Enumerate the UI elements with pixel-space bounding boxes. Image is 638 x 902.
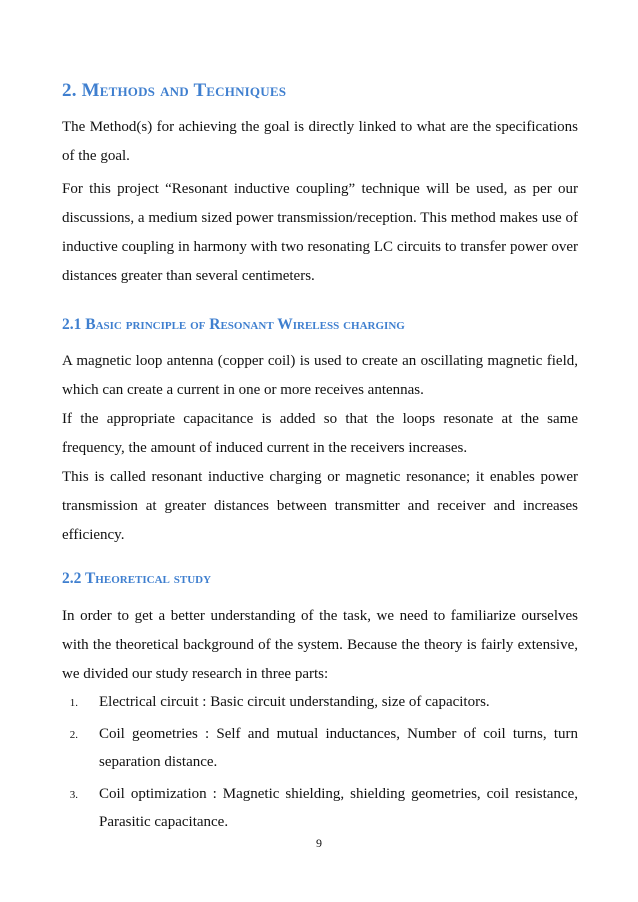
list-item — [62, 780, 578, 836]
subsection1-paragraph-1: A magnetic loop antenna (copper coil) is used to create an oscillating magnetic field, which can create a current in one or more receives antennas. — [62, 353, 578, 398]
list-item-number: 3. — [69, 789, 78, 801]
section-heading: 2. Methods and Techniques — [62, 80, 287, 101]
section-paragraph-2: For this project “Resonant inductive coupling” technique will be used, as per our discussions, a medium sized power transmission/reception. This method makes use of inductive coupling in harmony with two resonating LC circuits to transfer power over distances greater than several centimeters. — [62, 181, 578, 284]
list-item-number: 1. — [69, 697, 78, 709]
list-item-text: Electrical circuit : Basic circuit understanding, size of capacitors. — [99, 694, 490, 710]
subsection2-intro: In order to get a better understanding of the task, we need to familiarize ourselves with the theoretical background of the system. Because the theory is fairly extensive, we divided our study research in three parts: — [62, 608, 578, 682]
subsection1-paragraph-3: This is called resonant inductive charging or magnetic resonance; it enables power transmission at greater distances between transmitter and receiver and increases efficiency. — [62, 469, 578, 543]
subsection1-paragraph-2: If the appropriate capacitance is added so that the loops resonate at the same frequency, the amount of induced current in the receivers increases. — [62, 411, 578, 456]
list-item-text: Coil optimization : Magnetic shielding, shielding geometries, coil resistance, Parasitic capacitance. — [99, 786, 578, 830]
study-parts-list — [62, 688, 578, 840]
subsection-heading-2-2: 2.2 Theoretical study — [62, 570, 212, 587]
section-paragraph-1: The Method(s) for achieving the goal is directly linked to what are the specifications of the goal. — [62, 119, 578, 164]
list-item — [62, 720, 578, 776]
list-item-number: 2. — [69, 729, 78, 741]
list-item-text: Coil geometries : Self and mutual inductances, Number of coil turns, turn separation distance. — [99, 726, 578, 770]
list-item — [62, 688, 578, 716]
subsection-heading-2-1: 2.1 Basic principle of Resonant Wireless charging — [62, 316, 405, 333]
page-number: 9 — [316, 836, 322, 850]
